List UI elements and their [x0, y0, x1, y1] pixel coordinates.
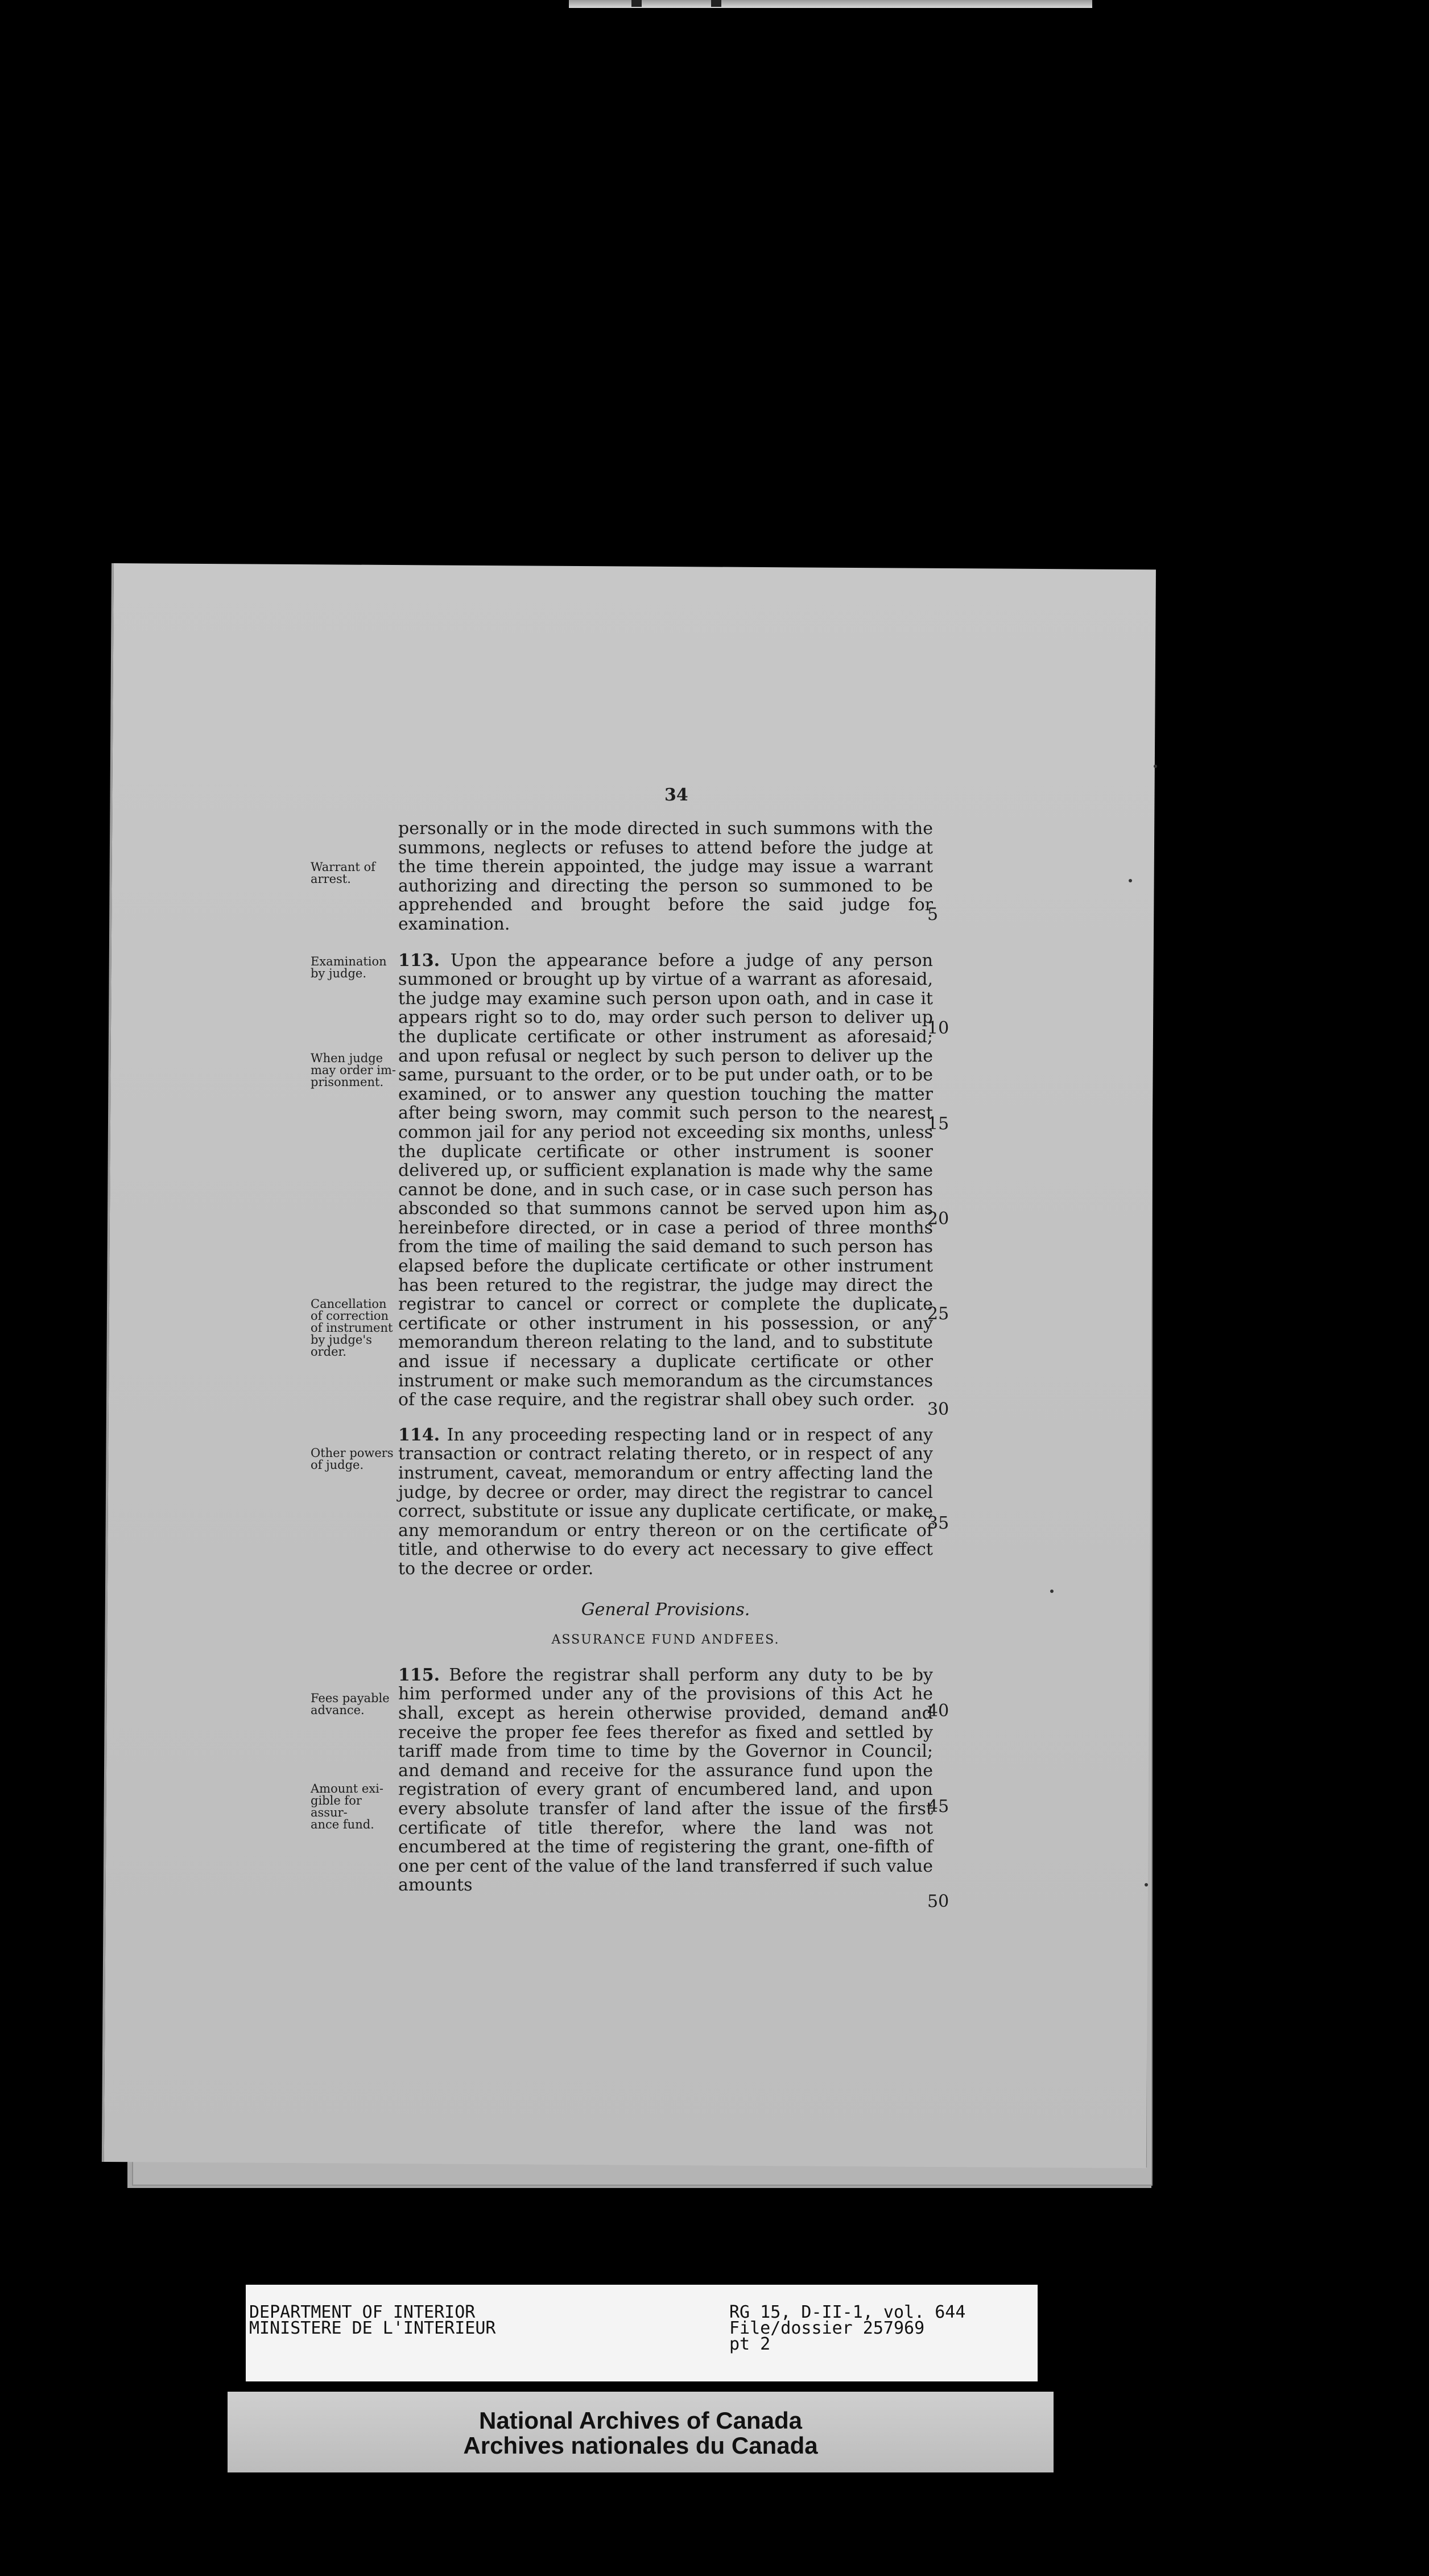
section-number: 113. [398, 950, 440, 971]
ref-line2: File/dossier 257969 [729, 2318, 925, 2338]
line-number: 25 [927, 1304, 949, 1324]
section-115: 115. Before the registrar shall perform any duty to be by him performed under any of the provisions of this Act he shall, except as herein otherwise provided, demand and receive the proper fee fees therefor as fixed and settled by tariff made from time to time by the Governor in Council; and demand and receive for the assurance fund upon the registration of every grant of encumbered land, and upon every absolute transfer of land after the issue of the first certificate of title therefor, where the land was not encumbered at the time of registering the grant, one-fifth of one per cent of the value of the land transferred if such value amounts [398, 1665, 933, 1896]
speck [1145, 1883, 1148, 1886]
margin-note-warrant: Warrant of arrest. [311, 860, 375, 886]
margin-note-amount: Amount exi- gible for assur- ance fund. [311, 1782, 383, 1831]
line-number: 45 [927, 1797, 949, 1817]
section-number: 114. [398, 1425, 440, 1445]
margin-note-imprisonment: When judge may order im- prisonment. [311, 1051, 396, 1089]
paragraph-continuation: personally or in the mode directed in such summons with the summons, neglects or refuses to attend before the judge at the time therein appointed, the judge may issue a warrant authorizing and directing the person so summoned to be apprehended and brought before the said judge for examination. [398, 819, 933, 934]
film-top-strip [569, 0, 1092, 8]
archives-banner [228, 2392, 1054, 2472]
ref-line1: RG 15, D-II-1, vol. 644 [729, 2302, 966, 2322]
heading-general-provisions: General Provisions. [581, 1599, 750, 1620]
archives-name-en: National Archives of Canada [479, 2407, 802, 2434]
section-114: 114. In any proceeding respecting land or in respect of any transaction or contract relating thereto, or in respect of any instrument, caveat, memorandum or entry affecting land the judge, by decree or order, may direct the registrar to cancel correct, substitute or issue any duplicate certificate, or make any memorandum or entry thereon or on the certificate of title, and otherwise to do every act necessary to give effect to the decree or order. [398, 1425, 933, 1579]
page-number: 34 [664, 785, 688, 805]
margin-note-examination: Examination by judge. [311, 955, 387, 980]
section-113: 113. Upon the appearance before a judge of any person summoned or brought up by virtue of a warrant as aforesaid, the judge may examine such person upon oath, and in case it appears right so to do, may order such person to deliver up the duplicate certificate or other instrument as aforesaid; and upon refusal or neglect by such person to deliver up the same, pursuant to the order, or to be put under oath, or to be examined, or to answer any question touching the matter after being sworn, may commit such person to the nearest common jail for any period not exceeding six months, unless the duplicate certificate or other instrument is sooner delivered up, or sufficient explanation is made why the same cannot be done, and in such case, or in case such person has absconded so that summons cannot be served upon him as hereinbefore directed, or in case a period of three months from the time of mailing the said demand to such person has elapsed before the duplicate certificate or other instrument has been retured to the registrar, the judge may direct the registrar to cancel or correct or complete the duplicate certificate or other instrument in his possession, or any memorandum thereon relating to the land, and to substitute and issue if necessary a duplicate certificate or other instrument or make such memorandum as the circumstances of the case require, and the registrar shall obey such order. [398, 950, 933, 1410]
section-number: 115. [398, 1665, 440, 1685]
line-number: 40 [927, 1701, 949, 1721]
body-text [398, 819, 933, 1895]
archives-name-fr: Archives nationales du Canada [463, 2432, 818, 2459]
line-number: 20 [927, 1209, 949, 1229]
margin-note-cancellation: Cancellation of correction of instrument by judge's order. [311, 1297, 393, 1359]
speck [1050, 1590, 1054, 1593]
line-number: 5 [927, 905, 939, 924]
margin-note-other-powers: Other powers of judge. [311, 1446, 394, 1472]
speck [1154, 765, 1157, 768]
film-mark [711, 0, 721, 7]
line-number: 35 [927, 1513, 949, 1533]
line-number: 10 [927, 1018, 949, 1038]
dept-fr: MINISTERE DE L'INTERIEUR [249, 2318, 496, 2338]
heading-assurance-fund: ASSURANCE FUND ANDFEES. [551, 1633, 780, 1648]
dept-en: DEPARTMENT OF INTERIOR [249, 2302, 476, 2322]
film-mark [631, 0, 642, 7]
line-number: 30 [927, 1400, 949, 1419]
margin-note-fees: Fees payable advance. [311, 1691, 390, 1717]
line-number: 50 [927, 1892, 949, 1912]
line-number: 15 [927, 1114, 949, 1134]
speck [1129, 879, 1132, 882]
archive-reference-label [246, 2285, 1038, 2381]
ref-line3: pt 2 [729, 2334, 771, 2354]
